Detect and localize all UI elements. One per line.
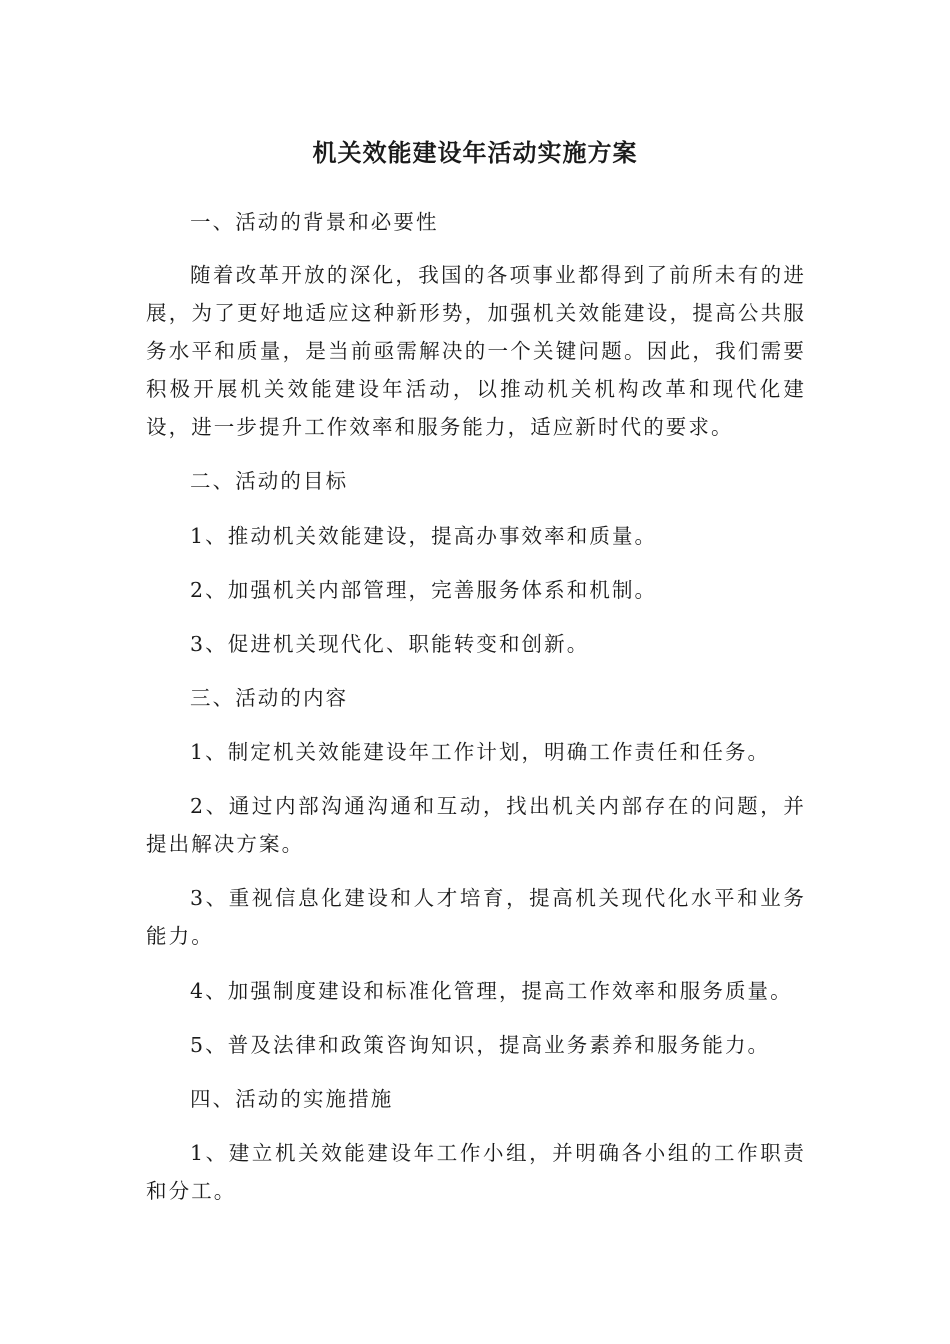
- section-2-heading: 二、活动的目标: [190, 469, 349, 493]
- document-title: 机关效能建设年活动实施方案: [312, 139, 638, 167]
- section-2-item-2: 2、加强机关内部管理，完善服务体系和机制。: [190, 578, 658, 602]
- section-3-heading: 三、活动的内容: [190, 686, 349, 710]
- section-2-item-1: 1、推动机关效能建设，提高办事效率和质量。: [190, 524, 658, 548]
- section-3-item-4: 4、加强制度建设和标准化管理，提高工作效率和服务质量。: [190, 979, 793, 1003]
- section-3-item-1: 1、制定机关效能建设年工作计划，明确工作责任和任务。: [190, 740, 771, 764]
- section-4-item-1: 1、建立机关效能建设年工作小组，并明确各小组的工作职责和分工。: [146, 1141, 806, 1203]
- section-1-heading: 一、活动的背景和必要性: [190, 210, 439, 234]
- section-1-paragraph: 随着改革开放的深化，我国的各项事业都得到了前所未有的进展，为了更好地适应这种新形势，加强机关效能建设，提高公共服务水平和质量，是当前亟需解决的一个关键问题。因此，我们需要积极开展机关效能建设年活动，以推动机关机构改革和现代化建设，进一步提升工作效率和服务能力，适应新时代的要求。: [146, 263, 806, 439]
- section-3-item-5: 5、普及法律和政策咨询知识，提高业务素养和服务能力。: [190, 1033, 771, 1057]
- section-2-item-3: 3、促进机关现代化、职能转变和创新。: [190, 632, 590, 656]
- section-3-item-2: 2、通过内部沟通沟通和互动，找出机关内部存在的问题，并提出解决方案。: [146, 794, 806, 856]
- section-3-item-3: 3、重视信息化建设和人才培育，提高机关现代化水平和业务能力。: [146, 886, 806, 948]
- section-4-heading: 四、活动的实施措施: [190, 1087, 394, 1111]
